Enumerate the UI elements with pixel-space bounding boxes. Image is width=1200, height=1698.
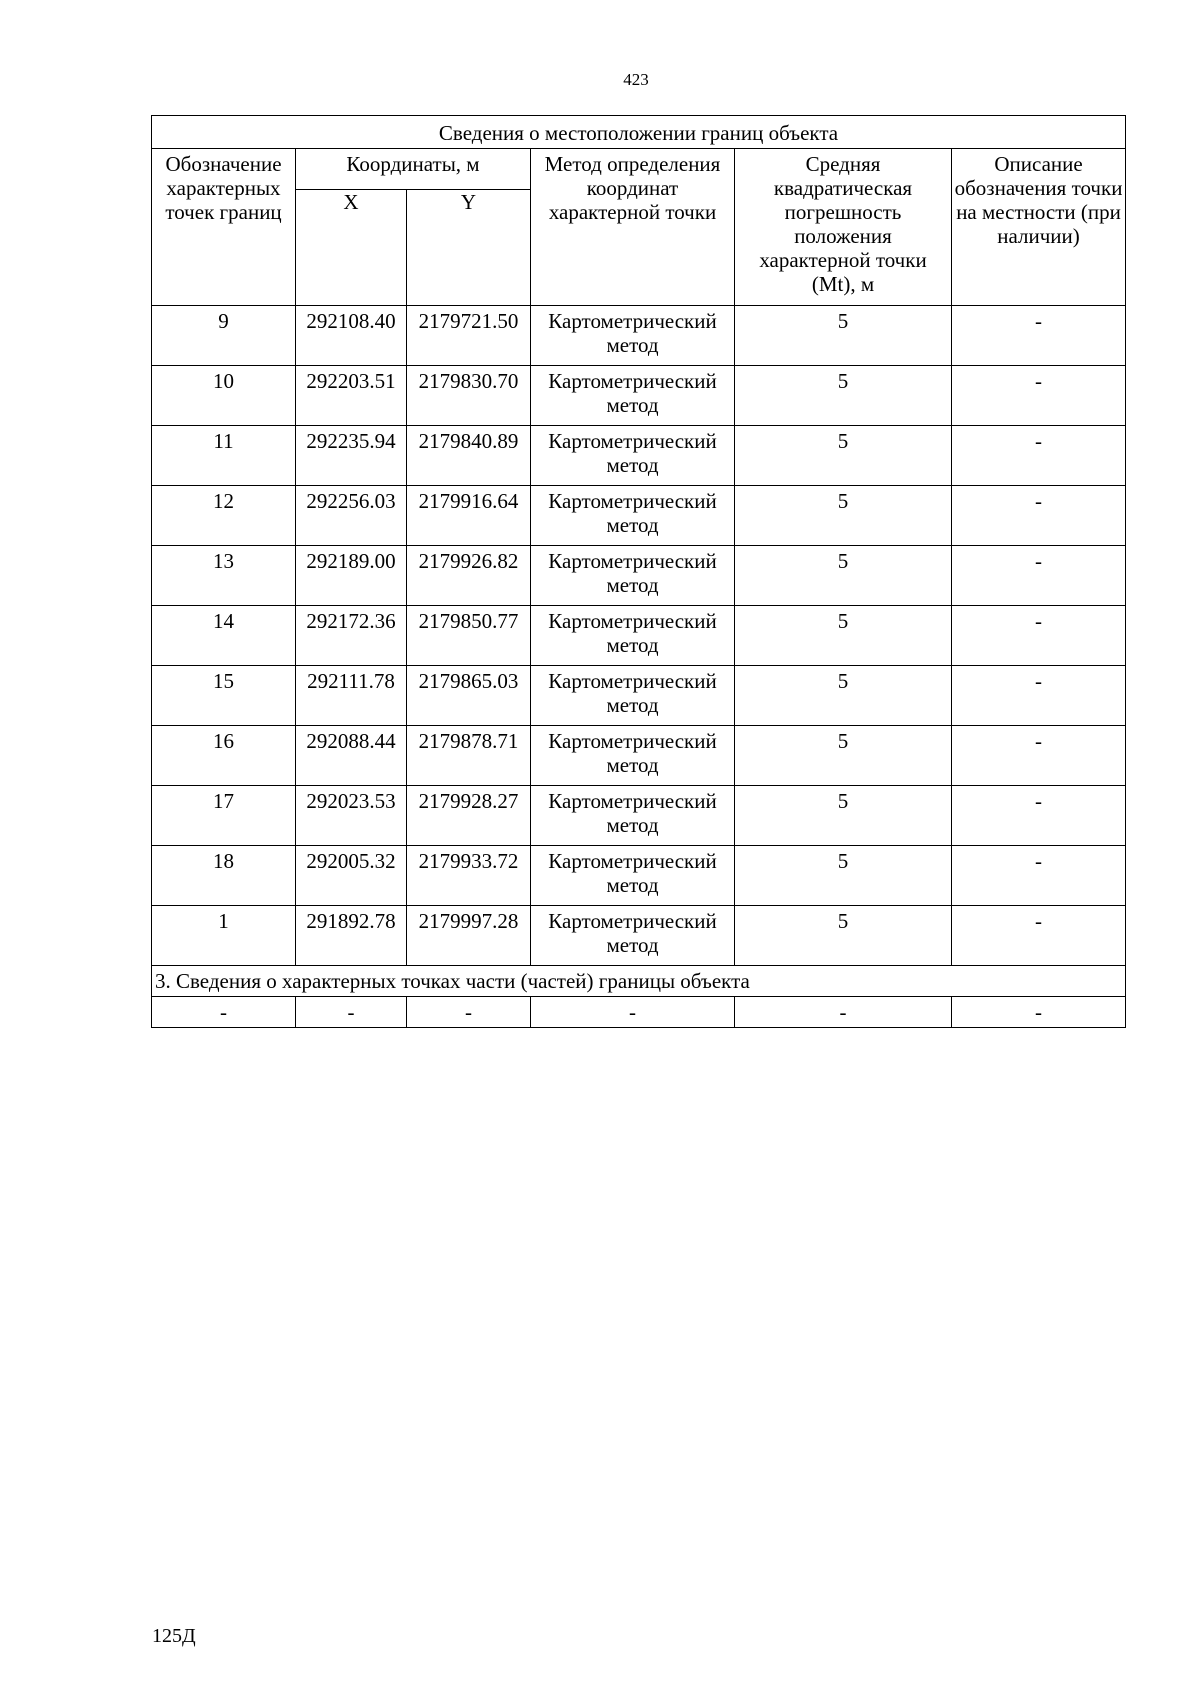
point-cell: 17 — [152, 786, 296, 846]
header-x: X — [296, 190, 407, 306]
error-cell: 5 — [735, 846, 952, 906]
error-cell: 5 — [735, 486, 952, 546]
error-cell: 5 — [735, 546, 952, 606]
description-cell: - — [952, 306, 1126, 366]
y-cell: 2179721.50 — [407, 306, 531, 366]
boundary-table — [151, 115, 1126, 1028]
table-title-row — [152, 116, 1126, 149]
table-row — [152, 846, 1126, 906]
empty-cell: - — [735, 997, 952, 1028]
page-number: 423 — [623, 70, 649, 89]
x-cell: 291892.78 — [296, 906, 407, 966]
table-row — [152, 546, 1126, 606]
y-cell: 2179997.28 — [407, 906, 531, 966]
method-cell: Картометрический метод — [531, 606, 735, 666]
section-3-title: 3. Сведения о характерных точках части (частей) границы объекта — [152, 966, 1126, 997]
description-cell: - — [952, 546, 1126, 606]
point-cell: 15 — [152, 666, 296, 726]
point-cell: 12 — [152, 486, 296, 546]
y-cell: 2179840.89 — [407, 426, 531, 486]
header-row-1 — [152, 149, 1126, 190]
point-cell: 16 — [152, 726, 296, 786]
x-cell: 292172.36 — [296, 606, 407, 666]
method-cell: Картометрический метод — [531, 546, 735, 606]
section-3-empty-row — [152, 997, 1126, 1028]
x-cell: 292189.00 — [296, 546, 407, 606]
header-coordinates: Координаты, м — [296, 149, 531, 190]
method-cell: Картометрический метод — [531, 426, 735, 486]
description-cell: - — [952, 666, 1126, 726]
error-cell: 5 — [735, 786, 952, 846]
point-cell: 11 — [152, 426, 296, 486]
error-cell: 5 — [735, 666, 952, 726]
x-cell: 292023.53 — [296, 786, 407, 846]
y-cell: 2179928.27 — [407, 786, 531, 846]
error-cell: 5 — [735, 366, 952, 426]
x-cell: 292203.51 — [296, 366, 407, 426]
x-cell: 292111.78 — [296, 666, 407, 726]
empty-cell: - — [152, 997, 296, 1028]
footer-code: 125Д — [152, 1625, 196, 1647]
section-3-row — [152, 966, 1126, 997]
y-cell: 2179865.03 — [407, 666, 531, 726]
y-cell: 2179830.70 — [407, 366, 531, 426]
y-cell: 2179926.82 — [407, 546, 531, 606]
empty-cell: - — [407, 997, 531, 1028]
table-title: Сведения о местоположении границ объекта — [152, 116, 1126, 149]
method-cell: Картометрический метод — [531, 906, 735, 966]
x-cell: 292005.32 — [296, 846, 407, 906]
table-row — [152, 906, 1126, 966]
description-cell: - — [952, 426, 1126, 486]
method-cell: Картометрический метод — [531, 726, 735, 786]
method-cell: Картометрический метод — [531, 306, 735, 366]
description-cell: - — [952, 786, 1126, 846]
error-cell: 5 — [735, 426, 952, 486]
method-cell: Картометрический метод — [531, 366, 735, 426]
description-cell: - — [952, 846, 1126, 906]
header-y: Y — [407, 190, 531, 306]
point-cell: 1 — [152, 906, 296, 966]
point-cell: 13 — [152, 546, 296, 606]
y-cell: 2179850.77 — [407, 606, 531, 666]
error-cell: 5 — [735, 906, 952, 966]
x-cell: 292256.03 — [296, 486, 407, 546]
point-cell: 9 — [152, 306, 296, 366]
x-cell: 292235.94 — [296, 426, 407, 486]
description-cell: - — [952, 606, 1126, 666]
table-row — [152, 666, 1126, 726]
description-cell: - — [952, 726, 1126, 786]
table-row — [152, 606, 1126, 666]
point-cell: 10 — [152, 366, 296, 426]
table-row — [152, 486, 1126, 546]
point-cell: 18 — [152, 846, 296, 906]
table-row — [152, 726, 1126, 786]
description-cell: - — [952, 486, 1126, 546]
error-cell: 5 — [735, 306, 952, 366]
y-cell: 2179933.72 — [407, 846, 531, 906]
table-row — [152, 306, 1126, 366]
point-cell: 14 — [152, 606, 296, 666]
table-row — [152, 366, 1126, 426]
x-cell: 292108.40 — [296, 306, 407, 366]
y-cell: 2179916.64 — [407, 486, 531, 546]
header-error: Средняя квадратическая погрешность положения характерной точки (Mt), м — [735, 149, 952, 306]
empty-cell: - — [952, 997, 1126, 1028]
error-cell: 5 — [735, 726, 952, 786]
header-description: Описание обозначения точки на местности (при наличии) — [952, 149, 1126, 306]
table-row — [152, 786, 1126, 846]
table-row — [152, 426, 1126, 486]
description-cell: - — [952, 906, 1126, 966]
description-cell: - — [952, 366, 1126, 426]
method-cell: Картометрический метод — [531, 846, 735, 906]
header-point: Обозначение характерных точек границ — [152, 149, 296, 306]
method-cell: Картометрический метод — [531, 486, 735, 546]
x-cell: 292088.44 — [296, 726, 407, 786]
header-method: Метод определения координат характерной точки — [531, 149, 735, 306]
empty-cell: - — [296, 997, 407, 1028]
y-cell: 2179878.71 — [407, 726, 531, 786]
error-cell: 5 — [735, 606, 952, 666]
method-cell: Картометрический метод — [531, 666, 735, 726]
empty-cell: - — [531, 997, 735, 1028]
method-cell: Картометрический метод — [531, 786, 735, 846]
